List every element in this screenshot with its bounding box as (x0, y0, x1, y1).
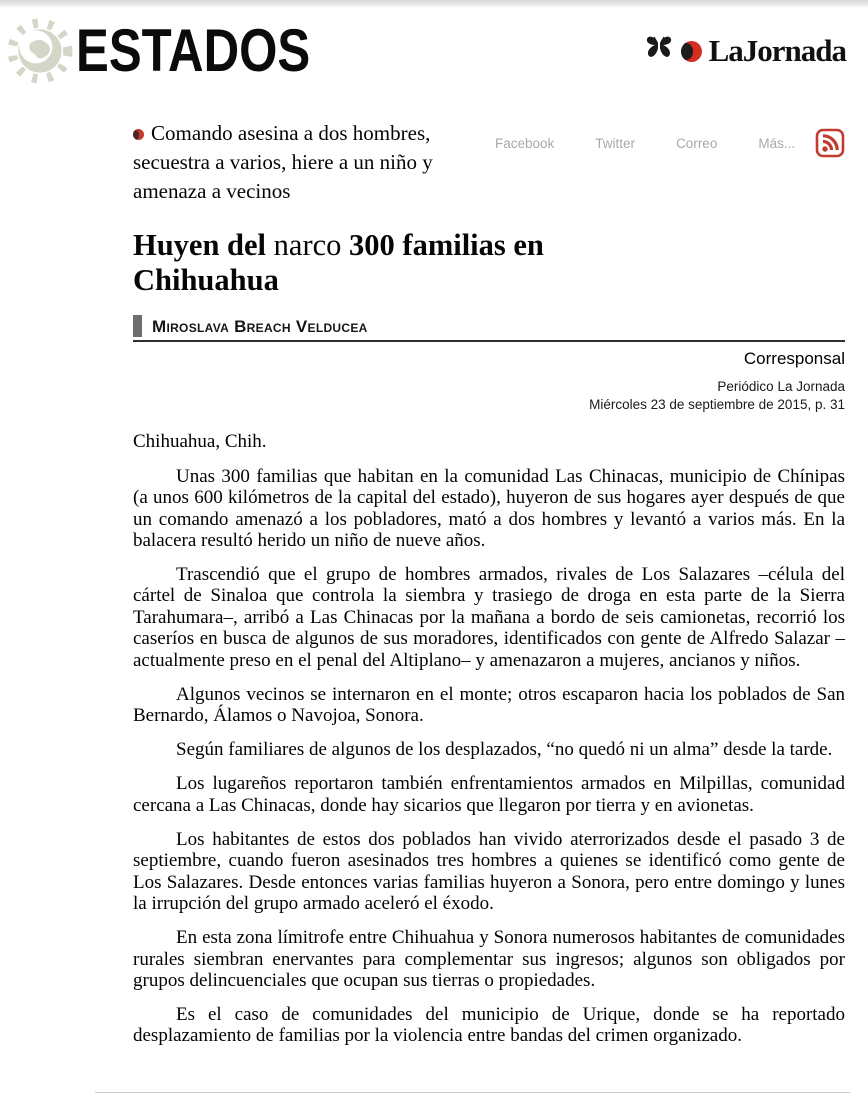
brand-name: LaJornada (708, 33, 846, 68)
article-content (133, 119, 845, 1047)
share-facebook-link[interactable]: Facebook (495, 136, 555, 151)
headline-bold-1: Huyen del (133, 227, 274, 262)
rss-icon[interactable] (815, 128, 845, 163)
share-email-link[interactable]: Correo (676, 136, 718, 151)
article-paragraph: Es el caso de comunidades del municipio de Urique, donde se ha reportado desplazamiento de familias por la violencia entre bandas del crimen organizado. (133, 1003, 845, 1047)
top-gradient-bar (0, 0, 868, 7)
article-body (133, 466, 845, 1047)
section-brand (6, 17, 362, 85)
moth-icon (644, 35, 674, 67)
sun-mexico-icon (6, 17, 74, 85)
article-paragraph: Algunos vecinos se internaron en el monte; otros escaparon hacia los poblados de San Bernardo, Álamos o Navojoa, Sonora. (133, 683, 845, 727)
author-role: Corresponsal (743, 348, 845, 368)
article-paragraph: Trascendió que el grupo de hombres armados, rivales de Los Salazares –célula del cártel de Sinaloa que controla la siembra y trasiego de droga en esta parte de la Sierra Tarahumara–, arribó a Las Chinacas por la mañana a bordo de seis camionetas, recorrió los caseríos en busca de algunos de sus moradores, identificados con gente de Alfredo Salazar –actualmente preso en el penal del Altiplano– y amenazaron a mujeres, ancianos y niños. (133, 563, 845, 671)
headline-bold-2: 300 familias en Chihuahua (133, 227, 544, 298)
lead-summary (133, 119, 491, 206)
article-paragraph: Unas 300 familias que habitan en la comunidad Las Chinacas, municipio de Chínipas (a unos 600 kilómetros de la capital del estado), huyeron de sus hogares ayer después de que un comando amenazó a los pobladores, mató a dos hombres y levantó a varios más. En la balacera resultó herido un niño de nueve años. (133, 465, 845, 551)
share-more-link[interactable]: Más... (758, 136, 796, 151)
article-paragraph: Según familiares de algunos de los desplazados, “no quedó ni un alma” desde la tarde. (176, 739, 833, 761)
eclipse-icon (681, 41, 702, 62)
article-paragraph: Los habitantes de estos dos poblados han vivido aterrorizados desde el pasado 3 de septiembre, cuando fueron asesinados tres hombres a quienes se identificó como gente de Los Salazares. Desde entonces varias familias huyeron a Sonora, pero entre domingo y lunes la irrupción del grupo armado aceleró el éxodo. (133, 828, 845, 915)
article-paragraph: En esta zona límitrofe entre Chihuahua y Sonora numerosos habitantes de comunidades rurales siembran enervantes para complementar sus ingresos; algunos son obligados por grupos delincuenciales que ocupan sus tierras o propiedades. (133, 927, 845, 991)
section-title: ESTADOS (76, 17, 311, 84)
article-paragraph: Los lugareños reportaron también enfrentamientos armados en Milpillas, comunidad cercana a Las Chinacas, donde hay sicarios que llegaron por tierra y en avionetas. (133, 773, 845, 816)
eclipse-bullet-icon (133, 129, 144, 140)
share-links (495, 136, 795, 151)
headline-regular: narco (273, 227, 342, 262)
publication-name: Periódico La Jornada (717, 378, 845, 394)
publication-date: Miércoles 23 de septiembre de 2015, p. 31 (589, 396, 845, 412)
bottom-divider (95, 1092, 850, 1093)
lead-row (133, 119, 845, 206)
share-twitter-link[interactable]: Twitter (595, 136, 636, 151)
byline-author: Miroslava Breach Velducea (152, 316, 368, 336)
lajornada-logo[interactable] (644, 33, 846, 69)
dateline: Chihuahua, Chih. (133, 431, 267, 453)
article-meta (133, 349, 845, 414)
lead-summary-text: Comando asesina a dos hombres, secuestra a varios, hiere a un niño y amenaza a vecinos (133, 121, 433, 203)
article-headline (133, 228, 693, 299)
masthead (0, 7, 868, 93)
byline-row (133, 315, 845, 342)
byline-bar (133, 315, 142, 337)
